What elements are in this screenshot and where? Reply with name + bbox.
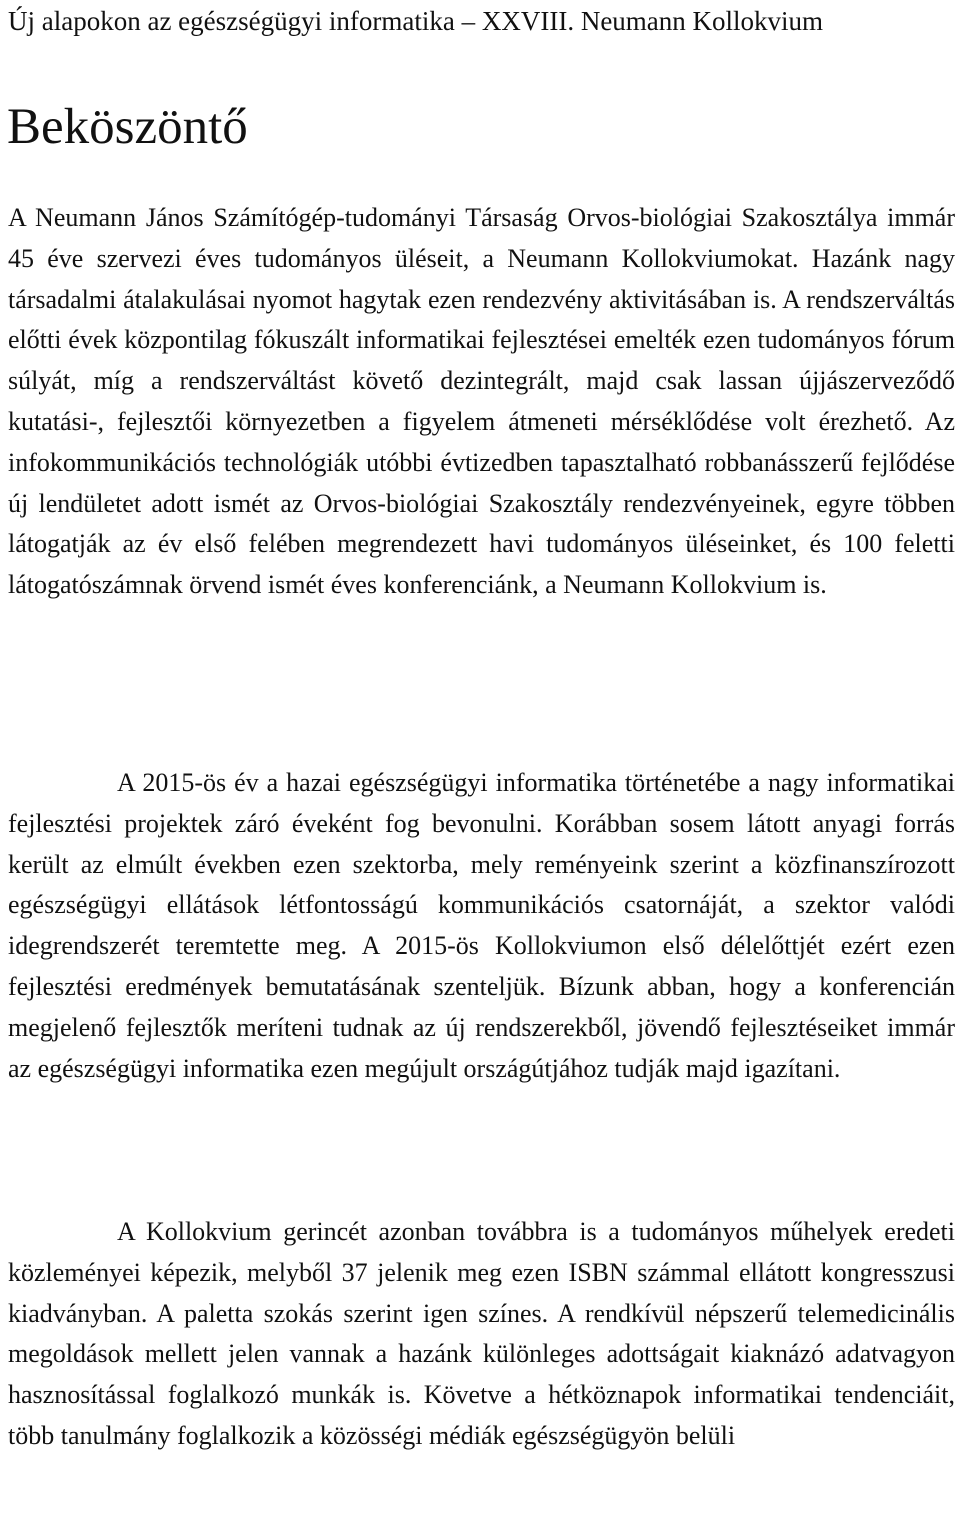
running-header: Új alapokon az egészségügyi informatika – XXVIII. Neumann Kollokvium — [8, 6, 824, 36]
paragraph-3: A Kollokvium gerincét azonban továbbra is a tudományos műhelyek eredeti közleményei képezik, melyből 37 jelenik meg ezen ISBN számmal ellátott kongresszusi kiadványban. A paletta szokás szerint igen színes. A rendkívül népszerű telemedicinális megoldások mellett jelen vannak a hazánk különleges adottságait kiaknázó adatvagyon hasznosítással foglalkozó munkák is. Követve a hétköznapok informatikai tendenciáit, több tanulmány foglalkozik a közösségi médiák egészségügyön belüli — [8, 1217, 955, 1450]
paragraph-1: A Neumann János Számítógép-tudományi Társaság Orvos-biológiai Szakosztálya immár 45 éve szervezi éves tudományos üléseit, a Neumann Kollokviumokat. Hazánk nagy társadalmi átalakulásai nyomot hagytak ezen rendezvény aktivitásában is. A rendszerváltás előtti évek központilag fókuszált informatikai fejlesztései emelték ezen tudományos fórum súlyát, míg a rendszerváltást követő dezintegrált, majd csak lassan újjászerveződő kutatási-, fejlesztői környezetben a figyelem átmeneti mérséklődése volt érezhető. Az infokommunikációs technológiák utóbbi évtizedben tapasztalható robbanásszerű fejlődése új lendületet adott ismét az Orvos-biológiai Szakosztály rendezvényeinek, egyre többen látogatják az év első felében megrendezett havi tudományos üléseinket, és 100 feletti látogatószámnak örvend ismét éves konferenciánk, a Neumann Kollokvium is. — [8, 203, 955, 600]
page-title: Beköszöntő — [7, 99, 248, 155]
paragraph-2: A 2015-ös év a hazai egészségügyi informatika történetébe a nagy informatikai fejlesztési projektek záró éveként fog bevonulni. Korábban sosem látott anyagi forrás került az elmúlt években ezen szektorba, mely reményeink szerint a közfinanszírozott egészségügyi ellátások létfontosságú kommunikációs csatornáját, a szektor valódi idegrendszerét teremtette meg. A 2015-ös Kollokviumon első délelőttjét ezért ezen fejlesztési eredmények bemutatásának szenteljük. Bízunk abban, hogy a konferencián megjelenő fejlesztők meríteni tudnak az új rendszerekből, jövendő fejlesztéseiket immár az egészségügyi informatika ezen megújult országútjához tudják majd igazítani. — [8, 768, 955, 1083]
